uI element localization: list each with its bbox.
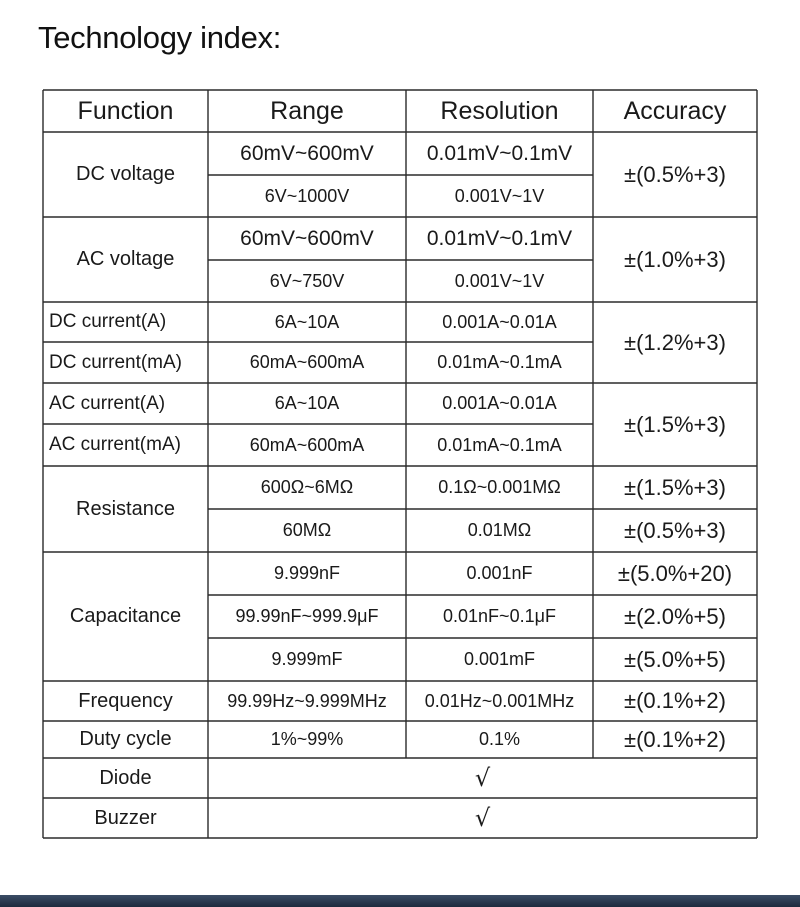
dc-current-a-range: 6A~10A — [274, 311, 340, 332]
capacitance-range-3: 9.999mF — [271, 649, 343, 669]
capacitance-range-1: 9.999nF — [273, 563, 341, 583]
resistance-accuracy-2: ±(0.5%+3) — [624, 517, 726, 543]
capacitance-function: Capacitance — [69, 605, 182, 627]
capacitance-resolution-1: 0.001nF — [466, 563, 533, 583]
dc-current-ma-range: 60mA~600mA — [249, 352, 365, 372]
ac-voltage-resolution-2: 0.001V~1V — [454, 270, 545, 291]
dc-current-a-function: DC current(A) — [49, 311, 167, 332]
buzzer-check-icon: √ — [474, 804, 491, 832]
resistance-resolution-2: 0.01MΩ — [467, 520, 532, 540]
frequency-function: Frequency — [78, 689, 173, 712]
dc-voltage-range-1: 60mV~600mV — [240, 141, 374, 165]
duty-cycle-function: Duty cycle — [79, 728, 172, 750]
ac-current-a-resolution: 0.001A~0.01A — [442, 393, 557, 413]
footer-bar — [0, 895, 800, 907]
dc-voltage-range-2: 6V~1000V — [264, 185, 350, 206]
dc-current-a-resolution: 0.001A~0.01A — [442, 311, 557, 332]
frequency-range: 99.99Hz~9.999MHz — [227, 690, 387, 711]
dc-voltage-accuracy: ±(0.5%+3) — [624, 161, 726, 187]
ac-current-ma-function: AC current(mA) — [49, 434, 181, 455]
buzzer-function: Buzzer — [94, 806, 157, 829]
ac-current-ma-resolution: 0.01mA~0.1mA — [437, 434, 562, 455]
duty-cycle-accuracy: ±(0.1%+2) — [624, 726, 726, 752]
diode-function: Diode — [99, 766, 152, 789]
frequency-resolution: 0.01Hz~0.001MHz — [424, 690, 575, 711]
header-accuracy: Accuracy — [623, 96, 727, 125]
ac-current-accuracy: ±(1.5%+3) — [624, 411, 726, 437]
capacitance-resolution-2: 0.01nF~0.1μF — [443, 606, 556, 626]
ac-current-ma-range: 60mA~600mA — [249, 434, 365, 455]
dc-voltage-resolution-2: 0.001V~1V — [454, 185, 545, 206]
dc-current-accuracy: ±(1.2%+3) — [624, 329, 726, 355]
capacitance-accuracy-3: ±(5.0%+5) — [624, 646, 726, 672]
resistance-function: Resistance — [76, 497, 175, 520]
ac-voltage-accuracy: ±(1.0%+3) — [624, 246, 726, 272]
resistance-range-2: 60MΩ — [282, 520, 332, 540]
resistance-accuracy-1: ±(1.5%+3) — [624, 474, 726, 500]
header-range: Range — [270, 96, 344, 125]
ac-current-a-range: 6A~10A — [274, 393, 340, 413]
dc-current-ma-function: DC current(mA) — [49, 351, 183, 373]
resistance-range-1: 600Ω~6MΩ — [260, 477, 354, 497]
dc-voltage-function: DC voltage — [76, 163, 175, 185]
capacitance-resolution-3: 0.001mF — [463, 649, 536, 669]
ac-voltage-range-2: 6V~750V — [269, 270, 345, 291]
page-title: Technology index: — [38, 20, 282, 55]
ac-voltage-resolution-1: 0.01mV~0.1mV — [426, 226, 573, 250]
frequency-accuracy: ±(0.1%+2) — [624, 688, 726, 713]
capacitance-range-2: 99.99nF~999.9μF — [235, 606, 379, 626]
header-function: Function — [77, 96, 174, 125]
resistance-resolution-1: 0.1Ω~0.001MΩ — [438, 477, 561, 497]
capacitance-accuracy-1: ±(5.0%+20) — [617, 560, 733, 586]
ac-current-a-function: AC current(A) — [49, 392, 166, 414]
capacitance-accuracy-2: ±(2.0%+5) — [624, 603, 726, 629]
header-resolution: Resolution — [440, 96, 559, 125]
ac-voltage-range-1: 60mV~600mV — [240, 226, 374, 250]
diode-check-icon: √ — [474, 764, 491, 792]
ac-voltage-function: AC voltage — [76, 248, 175, 270]
dc-voltage-resolution-1: 0.01mV~0.1mV — [426, 141, 573, 165]
dc-current-ma-resolution: 0.01mA~0.1mA — [437, 352, 562, 372]
duty-cycle-range: 1%~99% — [270, 729, 344, 749]
duty-cycle-resolution: 0.1% — [478, 729, 521, 749]
